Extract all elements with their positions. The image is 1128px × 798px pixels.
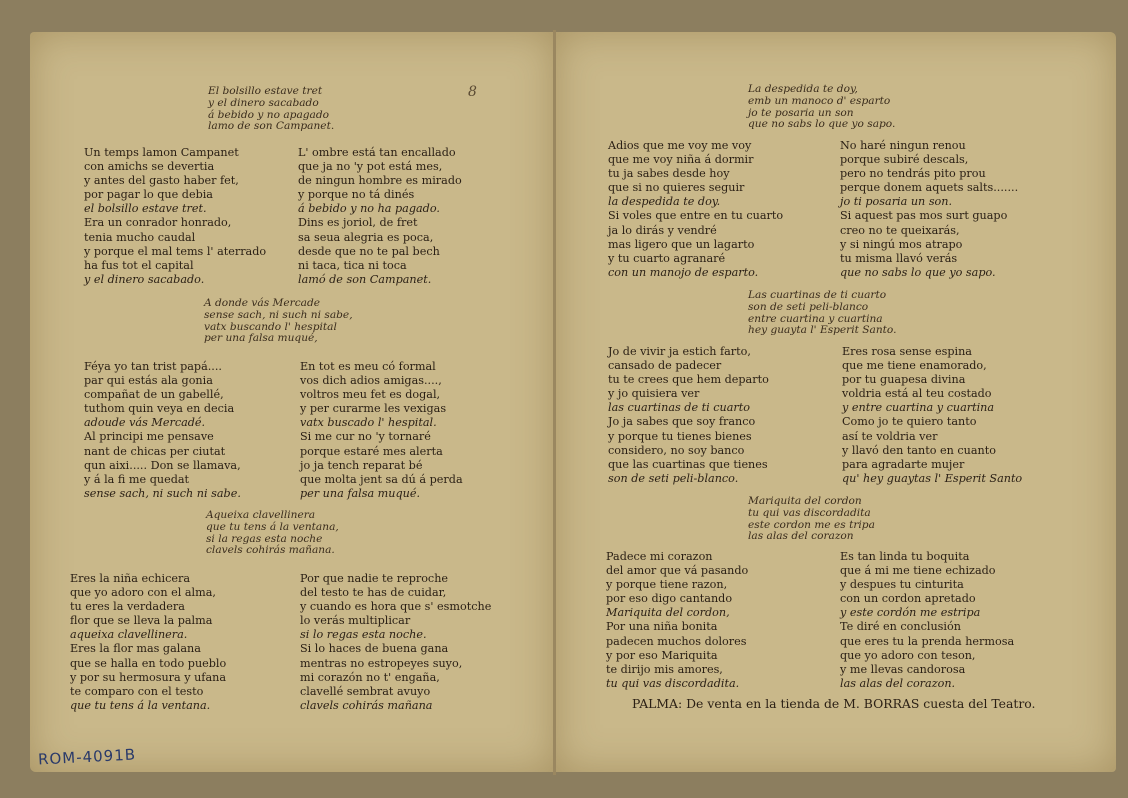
verse-line: emb un manoco d' esparto — [748, 94, 891, 107]
verse-line: desde que no te pal bech — [298, 244, 440, 258]
verse-line: pero no tendrás pito prou — [840, 167, 986, 181]
verse-line: con un manojo de esparto. — [608, 265, 759, 279]
verse-line: per una falsa muqué. — [300, 486, 421, 500]
verse-line: Eres la flor mas galana — [70, 642, 201, 656]
verse-line: tenia mucho caudal — [84, 230, 196, 244]
verse-line: sense sach, ni such ni sabe, — [204, 308, 353, 321]
verse-line: si la regas esta noche — [206, 532, 323, 545]
verse-line: ja lo dirás y vendré — [608, 223, 717, 237]
verse-line: Jo de vivir ja estich farto, — [608, 345, 751, 358]
verse-line: que las cuartinas que tienes — [608, 457, 768, 471]
verse-line: lamó de son Campanet. — [298, 272, 432, 286]
left-verse-col2-1 — [298, 146, 462, 287]
verse-line: El bolsillo estave tret — [208, 85, 323, 97]
verse-line: Jo ja sabes que soy franco — [608, 415, 756, 429]
verse-line: lo verás multiplicar — [300, 614, 411, 628]
verse-line: Dins es joriol, de fret — [298, 216, 418, 230]
verse-line: sense sach, ni such ni sabe. — [84, 486, 241, 500]
verse-line: mi corazón no t' engaña, — [300, 670, 440, 684]
verse-line: clavels cohirás mañana — [300, 698, 433, 712]
verse-line: que ja no 'y pot está mes, — [298, 160, 443, 174]
verse-line: La despedida te doy, — [748, 83, 858, 95]
verse-line: y este cordón me estripa — [840, 606, 981, 620]
left-stanza-head-1 — [208, 86, 334, 133]
verse-line: Las cuartinas de ti cuarto — [748, 289, 887, 301]
verse-line: con amichs se devertia — [84, 160, 215, 174]
verse-line: lamo de son Campanet. — [208, 120, 335, 133]
verse-line: á bebido y no apagado — [208, 108, 330, 121]
verse-line: y porque tu tienes bienes — [608, 429, 752, 443]
verse-line: que tu tens á la ventana. — [70, 698, 211, 712]
verse-line: qu' hey guaytas l' Esperit Santo — [842, 471, 1023, 485]
verse-line: entre cuartina y cuartina — [748, 312, 883, 325]
verse-line: Un temps lamon Campanet — [84, 146, 239, 159]
verse-line: hey guayta l' Esperit Santo. — [748, 324, 897, 337]
verse-line: considero, no soy banco — [608, 443, 745, 457]
verse-line: No haré ningun renou — [840, 139, 966, 152]
verse-line: mas ligero que un lagarto — [608, 237, 755, 251]
verse-line: te dirijo mis amores, — [606, 662, 723, 676]
verse-line: Al principi me pensave — [84, 430, 214, 444]
verse-line: con un cordon apretado — [840, 592, 976, 606]
verse-line: este cordon me es tripa — [748, 518, 875, 531]
verse-line: y á la fi me quedat — [84, 472, 190, 486]
verse-line: y per curarme les vexigas — [300, 402, 447, 416]
verse-line: que se halla en todo pueblo — [70, 656, 227, 670]
verse-line: cansado de padecer — [608, 359, 722, 373]
verse-line: Era un conrador honrado, — [84, 216, 232, 230]
verse-line: A donde vás Mercade — [204, 297, 321, 309]
verse-line: que yo adoro con el alma, — [70, 586, 216, 600]
verse-line: per una falsa muqué, — [204, 332, 318, 345]
verse-line: tu qui vas discordadita. — [606, 676, 740, 690]
verse-line: tu misma llavó verás — [840, 251, 958, 265]
verse-line: tu eres la verdadera — [70, 600, 185, 614]
verse-line: L' ombre está tan encallado — [298, 146, 456, 159]
verse-line: Si aquest pas mos surt guapo — [840, 209, 1008, 223]
verse-line: vos dich adios amigas...., — [300, 374, 442, 388]
verse-line: por tu guapesa divina — [842, 373, 966, 387]
verse-line: y antes del gasto haber fet, — [84, 174, 239, 188]
verse-line: que me voy niña á dormir — [608, 153, 754, 167]
verse-line: y si ningú mos atrapo — [840, 237, 963, 251]
verse-line: que no sabs lo que yo sapo. — [748, 118, 896, 131]
verse-line: y por su hermosura y ufana — [70, 670, 226, 684]
right-verse-col1-2 — [608, 345, 769, 486]
verse-line: Te diré en conclusión — [840, 620, 961, 634]
verse-line: vatx buscando l' hespital — [204, 320, 337, 333]
left-verse-col2-2 — [300, 360, 463, 501]
center-fold — [553, 30, 556, 775]
verse-line: vatx buscado l' hespital. — [300, 416, 437, 430]
verse-line: Padece mi corazon — [606, 550, 713, 563]
verse-line: jo te posaria un son — [748, 106, 854, 119]
verse-line: y por eso Mariquita — [606, 648, 718, 662]
verse-line: del testo te has de cuidar, — [300, 586, 447, 600]
right-stanza-head-2 — [748, 290, 896, 337]
verse-line: y porque no tá dinés — [298, 188, 415, 202]
verse-line: Es tan linda tu boquita — [840, 550, 970, 563]
verse-line: flor que se lleva la palma — [70, 614, 213, 628]
verse-line: la despedida te doy. — [608, 195, 721, 209]
verse-line: En tot es meu có formal — [300, 360, 436, 373]
left-verse-col2-3 — [300, 572, 491, 713]
right-verse-col1-1 — [608, 139, 783, 280]
verse-line: y porque tiene razon, — [606, 578, 728, 592]
archive-shelfmark: ROM-4091B — [37, 745, 137, 769]
verse-line: creo no te queixarás, — [840, 223, 960, 237]
verse-line: ha fus tot el capital — [84, 258, 194, 272]
verse-line: para agradarte mujer — [842, 457, 965, 471]
verse-line: Mariquita del cordon — [748, 495, 862, 507]
verse-line: qun aixi..... Don se llamava, — [84, 458, 241, 472]
verse-line: perque donem aquets salts....... — [840, 181, 1019, 195]
verse-line: tu ja sabes desde hoy — [608, 167, 730, 181]
verse-line: y entre cuartina y cuartina — [842, 401, 995, 415]
verse-line: el bolsillo estave tret. — [84, 202, 207, 216]
verse-line: nant de chicas per ciutat — [84, 444, 226, 458]
verse-line: Eres rosa sense espina — [842, 345, 972, 358]
verse-line: voldria está al teu costado — [842, 387, 992, 401]
verse-line: y despues tu cinturita — [840, 578, 964, 592]
verse-line: jo ja tench reparat bé — [300, 458, 423, 472]
verse-line: tu te crees que hem departo — [608, 373, 769, 387]
verse-line: aqueixa clavellinera. — [70, 628, 188, 642]
verse-line: mentras no estropeyes suyo, — [300, 656, 463, 670]
verse-line: por eso digo cantando — [606, 592, 733, 606]
verse-line: tu qui vas discordadita — [748, 506, 871, 519]
verse-line: par qui estás ala gonia — [84, 374, 213, 388]
verse-line: padecen muchos dolores — [606, 634, 747, 648]
verse-line: Adios que me voy me voy — [608, 139, 752, 152]
verse-line: porque subiré descals, — [840, 153, 969, 167]
verse-line: así te voldria ver — [842, 429, 938, 443]
left-stanza-head-3 — [206, 510, 339, 557]
verse-line: que si no quieres seguir — [608, 181, 745, 195]
verse-line: sa seua alegria es poca, — [298, 230, 434, 244]
verse-line: ni taca, tica ni toca — [298, 258, 407, 272]
verse-line: clavels cohirás mañana. — [206, 544, 335, 557]
verse-line: y el dinero sacabado. — [84, 272, 205, 286]
left-verse-col1-3 — [70, 572, 226, 713]
right-verse-col1-3 — [606, 550, 748, 691]
verse-line: jo ti posaria un son. — [840, 195, 953, 209]
verse-line: Si voles que entre en tu cuarto — [608, 209, 784, 223]
verse-line: Como jo te quiero tanto — [842, 415, 977, 429]
left-verse-col1-1 — [84, 146, 266, 287]
verse-line: y tu cuarto agranaré — [608, 251, 726, 265]
verse-line: tuthom quin veya en decia — [84, 402, 235, 416]
verse-line: y el dinero sacabado — [208, 96, 319, 109]
verse-line: si lo regas esta noche. — [300, 628, 427, 642]
verse-line: Féya yo tan trist papá.... — [84, 360, 222, 373]
verse-line: las alas del corazon. — [840, 676, 956, 690]
verse-line: son de seti peli-blanco — [748, 300, 869, 313]
verse-line: y me llevas candorosa — [840, 662, 966, 676]
verse-line: y jo quisiera ver — [608, 387, 700, 401]
verse-line: que eres tu la prenda hermosa — [840, 634, 1015, 648]
verse-line: Eres la niña echicera — [70, 572, 191, 585]
verse-line: Mariquita del cordon, — [606, 606, 730, 620]
right-verse-col2-2 — [842, 345, 1022, 486]
verse-line: que á mi me tiene echizado — [840, 564, 996, 578]
verse-line: que no sabs lo que yo sapo. — [840, 265, 996, 279]
verse-line: clavellé sembrat avuyo — [300, 684, 431, 698]
page-mark: 8 — [468, 84, 477, 100]
verse-line: que molta jent sa dú á perda — [300, 472, 463, 486]
verse-line: Si me cur no 'y tornaré — [300, 430, 431, 444]
left-stanza-head-2 — [204, 298, 353, 345]
right-verse-col2-3 — [840, 550, 1014, 691]
verse-line: Aqueixa clavellinera — [206, 509, 316, 521]
right-stanza-head-1 — [748, 84, 895, 131]
verse-line: y cuando es hora que s' esmotche — [300, 600, 492, 614]
right-verse-col2-1 — [840, 139, 1018, 280]
left-verse-col1-2 — [84, 360, 241, 501]
verse-line: y porque el mal tems l' aterrado — [84, 244, 267, 258]
verse-line: y llavó den tanto en cuanto — [842, 443, 996, 457]
verse-line: te comparo con el testo — [70, 684, 204, 698]
verse-line: que me tiene enamorado, — [842, 359, 987, 373]
verse-line: Por que nadie te reproche — [300, 572, 449, 585]
verse-line: de ningun hombre es mirado — [298, 174, 462, 188]
imprint-footer: PALMA: De venta en la tienda de M. BORRAS cuesta del Teatro. — [632, 696, 1036, 711]
verse-line: Por una niña bonita — [606, 620, 718, 634]
verse-line: compañat de un gabellé, — [84, 388, 224, 402]
verse-line: que tu tens á la ventana, — [206, 520, 339, 533]
verse-line: voltros meu fet es dogal, — [300, 388, 441, 402]
verse-line: á bebido y no ha pagado. — [298, 202, 440, 216]
verse-line: las cuartinas de ti cuarto — [608, 401, 750, 415]
verse-line: las alas del corazon — [748, 530, 854, 543]
verse-line: son de seti peli-blanco. — [608, 471, 739, 485]
verse-line: que yo adoro con teson, — [840, 648, 976, 662]
verse-line: por pagar lo que debia — [84, 188, 213, 202]
right-stanza-head-3 — [748, 496, 875, 543]
verse-line: del amor que vá pasando — [606, 564, 749, 578]
verse-line: adoude vás Mercadé. — [84, 416, 206, 430]
verse-line: porque estaré mes alerta — [300, 444, 443, 458]
verse-line: Si lo haces de buena gana — [300, 642, 449, 656]
